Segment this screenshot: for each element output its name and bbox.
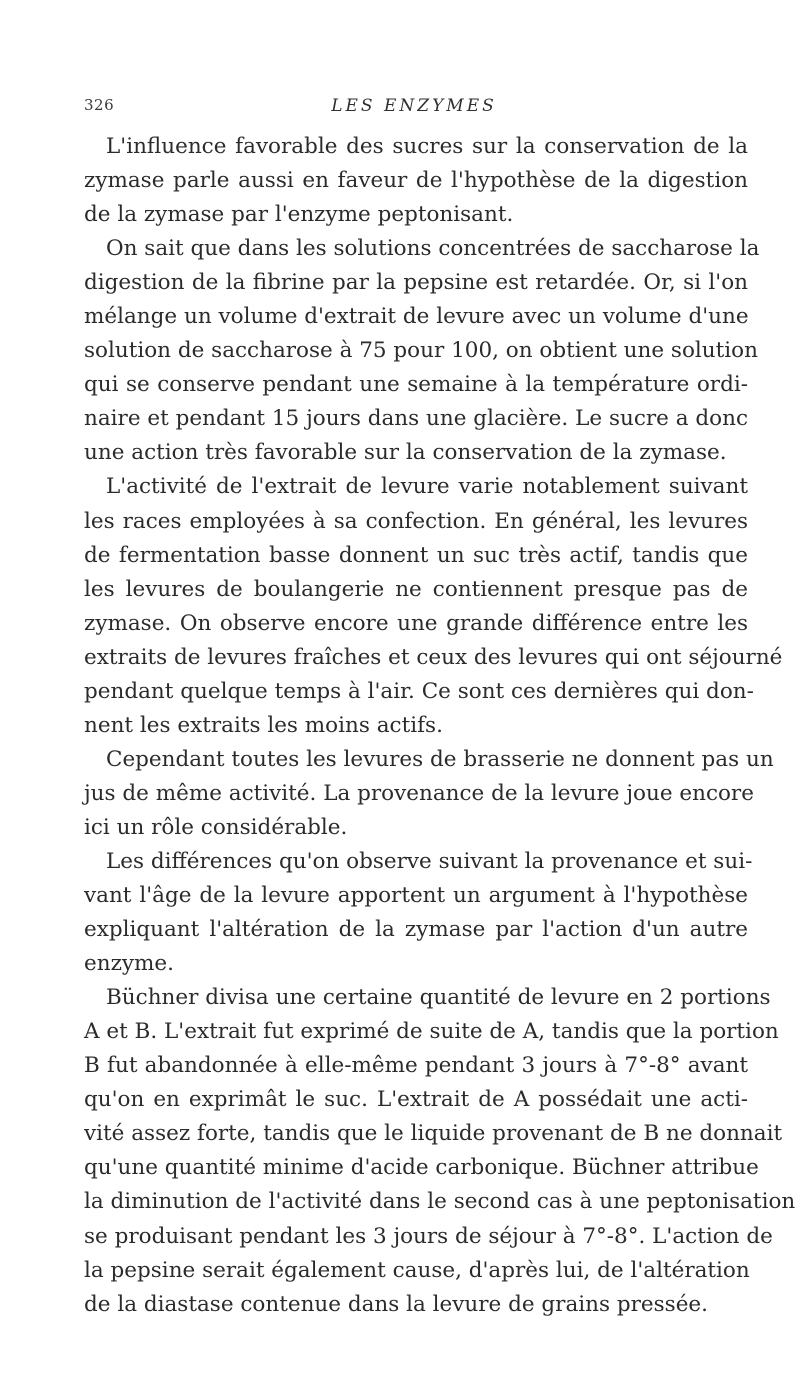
body-text [84,130,796,1322]
text-line: vité assez forte, tandis que le liquide provenant de B ne donnait [84,1121,783,1147]
paragraph [84,981,796,1321]
text-line: jus de même activité. La provenance de la levure joue encore [84,780,754,806]
text-line: Büchner divisa une certaine quantité de levure en 2 portions [106,985,771,1011]
text-line: se produisant pendant les 3 jours de séjour à 7°-8°. L'action de [84,1223,773,1249]
running-head [84,96,744,120]
paragraph [84,232,760,470]
text-line: solution de saccharose à 75 pour 100, on obtient une solution [84,338,758,364]
text-line: qu'on en exprimât le suc. L'extrait de A possédait une acti- [84,1087,748,1113]
paragraph [84,743,774,845]
paragraph [84,470,783,742]
text-line: enzyme. [84,951,174,977]
page-number: 326 [84,96,115,114]
text-line: qu'une quantité minime d'acide carbonique. Büchner attribue [84,1155,759,1181]
text-line: Cependant toutes les levures de brasserie ne donnent pas un [106,746,774,772]
text-line: B fut abandonnée à elle-même pendant 3 jours à 7°-8° avant [84,1053,748,1079]
text-line: L'activité de l'extrait de levure varie notablement suivant [106,474,748,500]
text-line: zymase parle aussi en faveur de l'hypothèse de la digestion [84,168,748,194]
text-line: nent les extraits les moins actifs. [84,712,443,738]
text-line: Les différences qu'on observe suivant la provenance et sui- [106,848,753,874]
text-line: de fermentation basse donnent un suc très actif, tandis que [84,542,748,568]
text-line: expliquant l'altération de la zymase par l'action d'un autre [84,917,748,943]
text-line: On sait que dans les solutions concentrées de saccharose la [106,236,760,262]
running-title: LES ENZYMES [331,96,497,116]
text-line: de la diastase contenue dans la levure de grains pressée. [84,1291,708,1317]
text-line: ici un rôle considérable. [84,814,348,840]
text-line: la pepsine serait également cause, d'après lui, de l'altération [84,1257,750,1283]
text-line: zymase. On observe encore une grande différence entre les [84,610,748,636]
text-line: les races employées à sa confection. En général, les levures [84,508,748,534]
text-line: L'influence favorable des sucres sur la conservation de la [106,134,748,159]
text-line: la diminution de l'activité dans le second cas à une peptonisation [84,1189,796,1215]
text-line: digestion de la fibrine par la pepsine est retardée. Or, si l'on [84,270,748,296]
paragraph [84,130,748,232]
paragraph [84,845,753,981]
text-line: une action très favorable sur la conservation de la zymase. [84,440,727,466]
text-line: les levures de boulangerie ne contiennent presque pas de [84,576,748,602]
text-line: vant l'âge de la levure apportent un argument à l'hypothèse [84,883,748,909]
text-line: qui se conserve pendant une semaine à la température ordi- [84,372,748,398]
text-line: mélange un volume d'extrait de levure avec un volume d'une [84,304,749,330]
text-line: naire et pendant 15 jours dans une glacière. Le sucre a donc [84,406,748,432]
text-line: pendant quelque temps à l'air. Ce sont ces dernières qui don- [84,678,754,704]
text-line: A et B. L'extrait fut exprimé de suite de A, tandis que la portion [84,1019,779,1045]
text-line: extraits de levures fraîches et ceux des levures qui ont séjourné [84,644,783,670]
text-line: de la zymase par l'enzyme peptonisant. [84,202,514,228]
